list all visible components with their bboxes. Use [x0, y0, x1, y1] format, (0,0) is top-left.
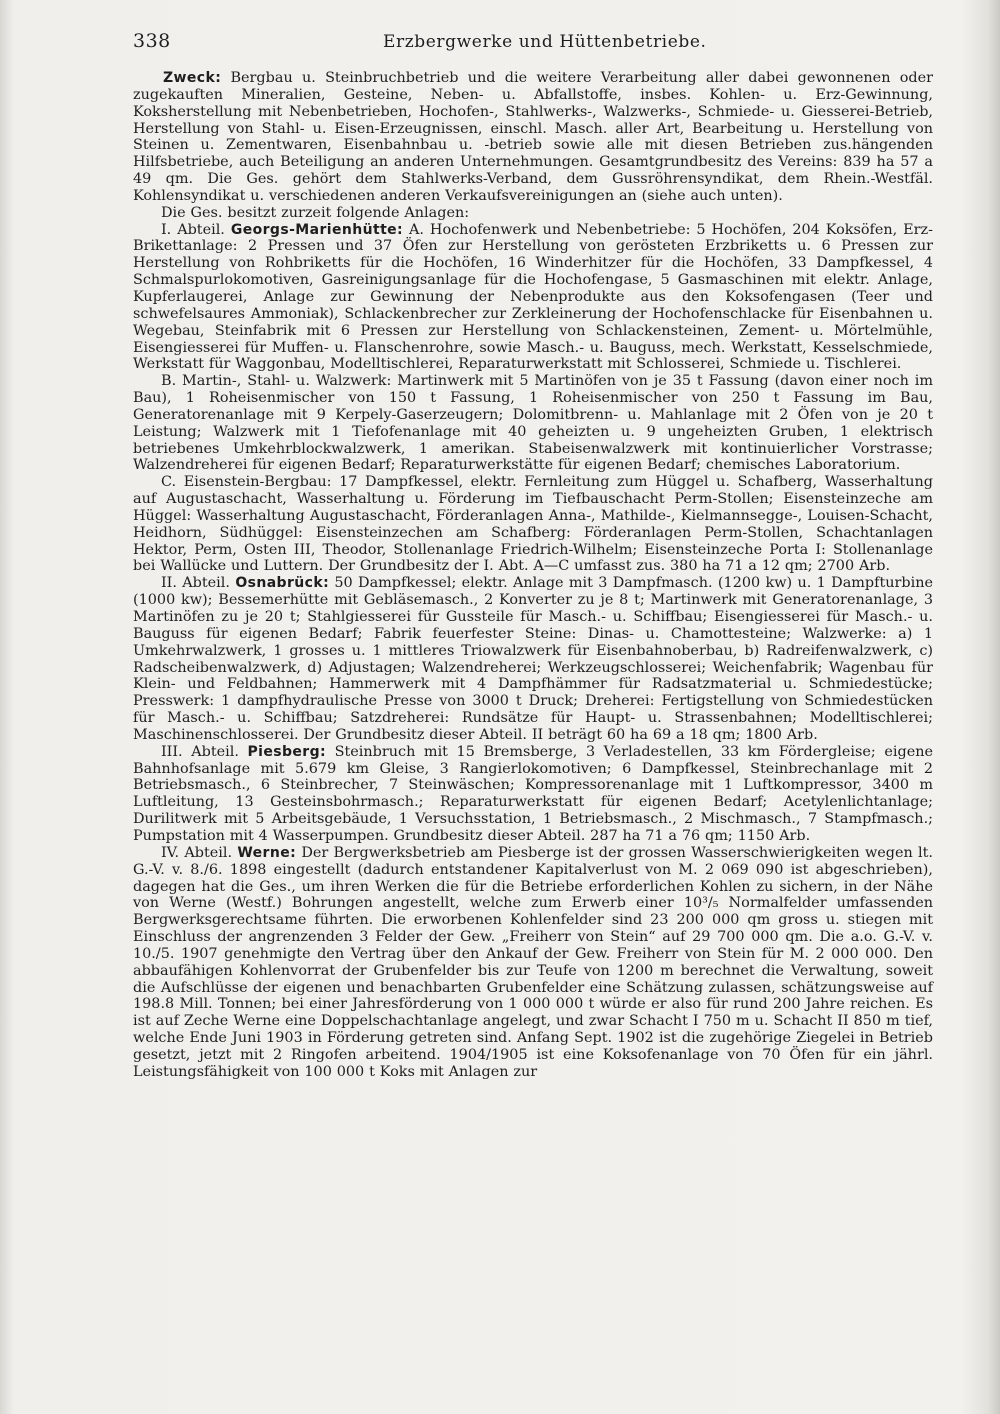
paragraph-abteil-4 [133, 845, 933, 1081]
paragraph-abteil-1 [133, 222, 933, 374]
lead-osnabrueck: Osnabrück: [235, 575, 330, 592]
paragraph-text: A. Hochofenwerk und Nebenbetriebe: 5 Hochöfen, 204 Koksöfen, Erz-Brikettanlage: 2 Pressen und 37 Öfen zur Herstellung von gerösteten Erzbriketts u. 6 Pressen zur Herstellung von Rohbriketts für die Hochöfen, 16 Winderhitzer für die Hochöfen, 33 Dampfkessel, 4 Schmalspurlokomotiven, Gasreinigungsanlage für die Hochofengase, 5 Gasmaschinen mit elektr. Anlage, Kupferlaugerei, Anlage zur Gewinnung der Nebenprodukte aus den Koksofengasen (Teer und schwefelsaures Ammoniak), Schlackenbrecher zur Zerkleinerung der Hochofenschlacke für Eisenbahnen u. Wegebau, Steinfabrik mit 6 Pressen zur Herstellung von Schlackensteinen, Zement- u. Mörtelmühle, Eisengiesserei für Muffen- u. Flanschenrohre, sowie Masch.- u. Bauguss, mech. Werkstatt, Kesselschmiede, Werkstatt für Waggonbau, Modelltischlerei, Reparaturwerkstatt mit Schlosserei, Schmiede u. Tischlerei. [133, 221, 933, 373]
paragraph-text: Der Bergwerksbetrieb am Piesberge ist der grossen Wasserschwierigkeiten wegen lt. G.-V. v. 8./6. 1898 eingestellt (dadurch entstandener Kapitalverlust von M. 2 069 090 ist abgeschrieben), dagegen hat die Ges., um ihren Werken die für die Betriebe erforderlichen Kohlen zu sichern, in der Nähe von Werne (Westf.) Bohrungen angestellt, welche zum Erwerb einer 10³/₅ Normalfelder umfassenden Bergwerksgerechtsame führten. Die erworbenen Kohlenfelder sind 23 200 000 qm gross u. stiegen mit Einschluss der angrenzenden 3 Felder der Gew. „Freiherr von Stein“ auf 29 700 000 qm. Die a.o. G.-V. v. 10./5. 1907 genehmigte den Vertrag über den Ankauf der Gew. Freiherr von Stein für M. 2 000 000. Den abbaufähigen Kohlenvorrat der Grubenfelder bis zur Teufe von 1200 m berechnet die Verwaltung, soweit die Aufschlüsse der eigenen und benachbarten Grubenfelder eine Schätzung zulassen, schätzungsweise auf 198.8 Mill. Tonnen; bei einer Jahresförderung von 1 000 000 t würde er also für rund 200 Jahre reichen. Es ist auf Zeche Werne eine Doppelschachtanlage angelegt, und zwar Schacht I 750 m u. Schacht II 850 m tief, welche Ende Juni 1903 in Förderung getreten sind. Anfang Sept. 1902 ist die zugehörige Ziegelei in Betrieb gesetzt, jetzt mit 2 Ringofen arbeitend. 1904/1905 ist eine Koksofenanlage von 70 Öfen für ein jährl. Leistungsfähigkeit von 100 000 t Koks mit Anlagen zur [133, 844, 933, 1080]
section-prefix: II. Abteil. [161, 575, 236, 592]
paragraph-abteil-1b [133, 373, 933, 474]
paragraph-abteil-3 [133, 744, 933, 845]
lead-piesberg: Piesberg: [247, 743, 327, 760]
paragraph-text: 50 Dampfkessel; elektr. Anlage mit 3 Dampfmasch. (1200 kw) u. 1 Dampfturbine (1000 kw); Bessemerhütte mit Gebläsemasch., 2 Konverter zu je 8 t; Martinwerk mit Generatorenanlage, 3 Martinöfen zu je 20 t; Stahlgiesserei für Gussteile für Masch.- u. Schiffbau; Eisengiesserei für Masch.- u. Bauguss für eigenen Bedarf; Fabrik feuerfester Steine: Dinas- u. Chamottesteine; Walzwerke: a) 1 Umkehrwalzwerk, 1 grosses u. 1 mittleres Triowalzwerk für Eisenbahnoberbau, b) Radreifenwalzwerk, c) Radscheibenwalzwerk, d) Adjustagen; Walzendreherei; Werkzeugschlosserei; Weichenfabrik; Wagenbau für Klein- und Feldbahnen; Hammerwerk mit 4 Dampfhämmer für Radsatzmaterial u. Schmiedestücke; Presswerk: 1 dampfhydraulische Presse von 3000 t Druck; Dreherei: Fertigstellung von Schmiedestücken für Masch.- u. Schiffbau; Satzdreherei: Rundsätze für Haupt- u. Strassenbahnen; Modelltischlerei; Maschinenschlosserei. Der Grundbesitz dieser Abteil. II beträgt 60 ha 69 a 18 qm; 1800 Arb. [133, 575, 933, 743]
lead-georgs-marienhuette: Georgs-Marienhütte: [230, 221, 404, 238]
section-prefix: III. Abteil. [161, 743, 248, 760]
paragraph-text: Die Ges. besitzt zurzeit folgende Anlagen: [161, 204, 470, 221]
section-prefix: I. Abteil. [161, 221, 231, 238]
lead-werne: Werne: [237, 844, 297, 861]
page-edge-shadow [988, 0, 1000, 1414]
paragraph-abteil-2 [133, 575, 933, 743]
page-header [133, 30, 933, 60]
paragraph-abteil-1c [133, 474, 933, 575]
lead-zweck: Zweck: [163, 70, 222, 86]
paragraph-text: B. Martin-, Stahl- u. Walzwerk: Martinwerk mit 5 Martinöfen von je 35 t Fassung (davon einer noch im Bau), 1 Roheisenmischer von 150 t Fassung, 1 Roheisenmischer von 250 t Fassung im Bau, Generatorenanlage mit 9 Kerpely-Gaserzeugern; Dolomitbrenn- u. Mahlanlage mit 2 Öfen von je 20 t Leistung; Walzwerk mit 1 Tiefofenanlage mit 40 geheizten u. 9 ungeheizten Gruben, 1 elektrisch betriebenes Umkehrblockwalzwerk, 1 amerikan. Stabeisenwalzwerk mit kontinuierlicher Vorstrasse; Walzendreherei für eigenen Bedarf; Reparaturwerkstätte für eigenen Bedarf; chemisches Laboratorium. [133, 373, 933, 474]
running-title: Erzbergwerke und Hüttenbetriebe. [383, 32, 707, 52]
paragraph-text: C. Eisenstein-Bergbau: 17 Dampfkessel, elektr. Fernleitung zum Hüggel u. Schafberg, Wasserhaltung auf Augustaschacht, Wasserhaltung u. Förderung im Tiefbauschacht Perm-Stollen; Eisensteinzeche am Hüggel: Wasserhaltung Augustaschacht, Förderanlagen Anna-, Mathilde-, Kielmannsegge-, Louisen-Schacht, Heidhorn, Südhüggel: Eisensteinzechen am Schafberg: Förderanlagen Perm-Stollen, Schachtanlagen Hektor, Perm, Osten III, Theodor, Stollenanlage Friedrich-Wilhelm; Eisensteinzeche Porta I: Stollenanlage bei Wallücke und Luttern. Der Grundbesitz der I. Abt. A—C umfasst zus. 380 ha 71 a 12 qm; 2700 Arb. [133, 474, 933, 575]
body-text [133, 70, 933, 1081]
paragraph-anlagen-intro [133, 205, 933, 222]
paragraph-text: Bergbau u. Steinbruchbetrieb und die weitere Verarbeitung aller dabei gewonnenen oder zugekauften Mineralien, Gesteine, Neben- u. Abfallstoffe, insbes. Kohlen- u. Erz-Gewinnung, Koksherstellung mit Nebenbetrieben, Hochofen-, Stahlwerks-, Walzwerks-, Schmiede- u. Giesserei-Betrieb, Herstellung von Stahl- u. Eisen-Erzeugnissen, einschl. Masch. aller Art, Bearbeitung u. Herstellung von Steinen u. Zementwaren, Eisenbahnbau u. -betrieb sowie alle mit diesen Betrieben zus.hängenden Hilfsbetriebe, auch Beteiligung an anderen Unternehmungen. Gesamtgrundbesitz des Vereins: 839 ha 57 a 49 qm. Die Ges. gehört dem Stahlwerks-Verband, dem Gussröhrensyndikat, dem Rhein.-Westfäl. Kohlensyndikat u. verschiedenen anderen Verkaufsvereinigungen an (siehe auch unten). [133, 70, 933, 204]
paragraph-text: Steinbruch mit 15 Bremsberge, 3 Verladestellen, 33 km Fördergleise; eigene Bahnhofsanlage mit 5.679 km Gleise, 3 Rangierlokomotiven; 6 Dampfkessel, Steinbrechanlage mit 2 Betriebsmasch., 6 Steinbrecher, 7 Steinwäschen; Kompressorenanlage mit 1 Luftkompressor, 3400 m Luftleitung, 13 Gesteinsbohrmasch.; Reparaturwerkstatt für eigenen Bedarf; Acetylenlichtanlage; Durilitwerk mit 5 Arbeitsgebäude, 1 Versuchsstation, 1 Betriebsmasch., 2 Mischmasch., 7 Stampfmasch.; Pumpstation mit 4 Wasserpumpen. Grundbesitz dieser Abteil. 287 ha 71 a 76 qm; 1150 Arb. [133, 743, 934, 844]
section-prefix: IV. Abteil. [161, 844, 238, 861]
paragraph-zweck [133, 70, 933, 205]
page-number: 338 [133, 30, 171, 52]
